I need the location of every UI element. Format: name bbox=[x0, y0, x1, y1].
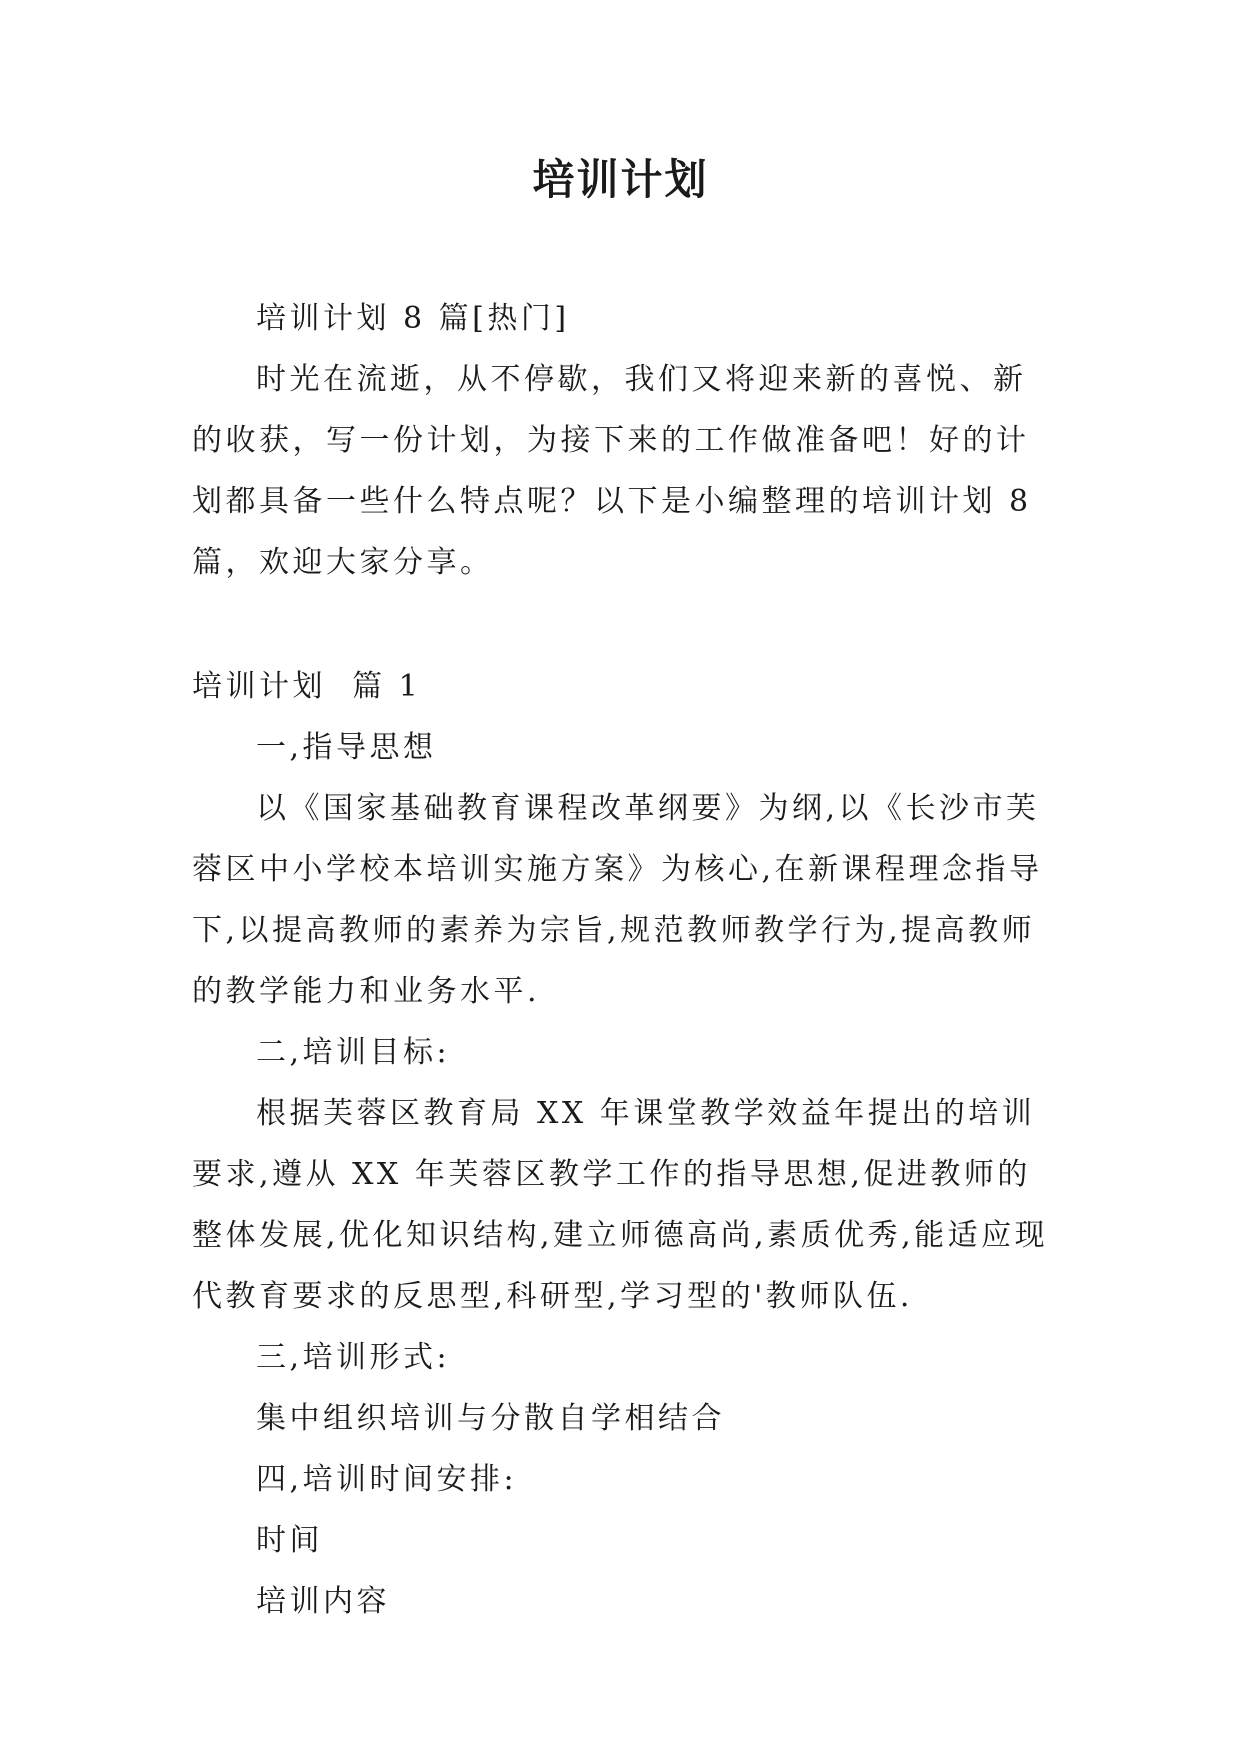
document-subtitle: 培训计划 8 篇[热门] bbox=[256, 301, 570, 336]
heading-training-form: 三,培训形式: bbox=[256, 1340, 451, 1375]
document-body bbox=[192, 288, 1052, 1632]
paragraph-training-goals: 根据芙蓉区教育局 XX 年课堂教学效益年提出的培训要求,遵从 XX 年芙蓉区教学工作的指导思想,促进教师的整体发展,优化知识结构,建立师德高尚,素质优秀,能适应现代教育要求的反思型,科研型,学习型的'教师队伍. bbox=[192, 1096, 1049, 1314]
intro-paragraph: 时光在流逝，从不停歇，我们又将迎来新的喜悦、新的收获，写一份计划，为接下来的工作做准备吧！好的计划都具备一些什么特点呢？以下是小编整理的培训计划 8 篇，欢迎大家分享。 bbox=[192, 362, 1032, 580]
schedule-label-content: 培训内容 bbox=[256, 1584, 390, 1619]
paragraph-guiding-ideology: 以《国家基础教育课程改革纲要》为纲,以《长沙市芙蓉区中小学校本培训实施方案》为核心,在新课程理念指导下,以提高教师的素养为宗旨,规范教师教学行为,提高教师的教学能力和业务水平. bbox=[192, 791, 1043, 1009]
heading-training-schedule: 四,培训时间安排: bbox=[256, 1462, 518, 1497]
heading-training-goals: 二,培训目标: bbox=[256, 1035, 451, 1070]
document-title: 培训计划 bbox=[532, 155, 709, 204]
schedule-label-time: 时间 bbox=[256, 1523, 323, 1558]
heading-guiding-ideology: 一,指导思想 bbox=[256, 730, 437, 765]
paragraph-training-form: 集中组织培训与分散自学相结合 bbox=[256, 1401, 725, 1436]
section-heading: 培训计划 篇 1 bbox=[192, 669, 422, 704]
